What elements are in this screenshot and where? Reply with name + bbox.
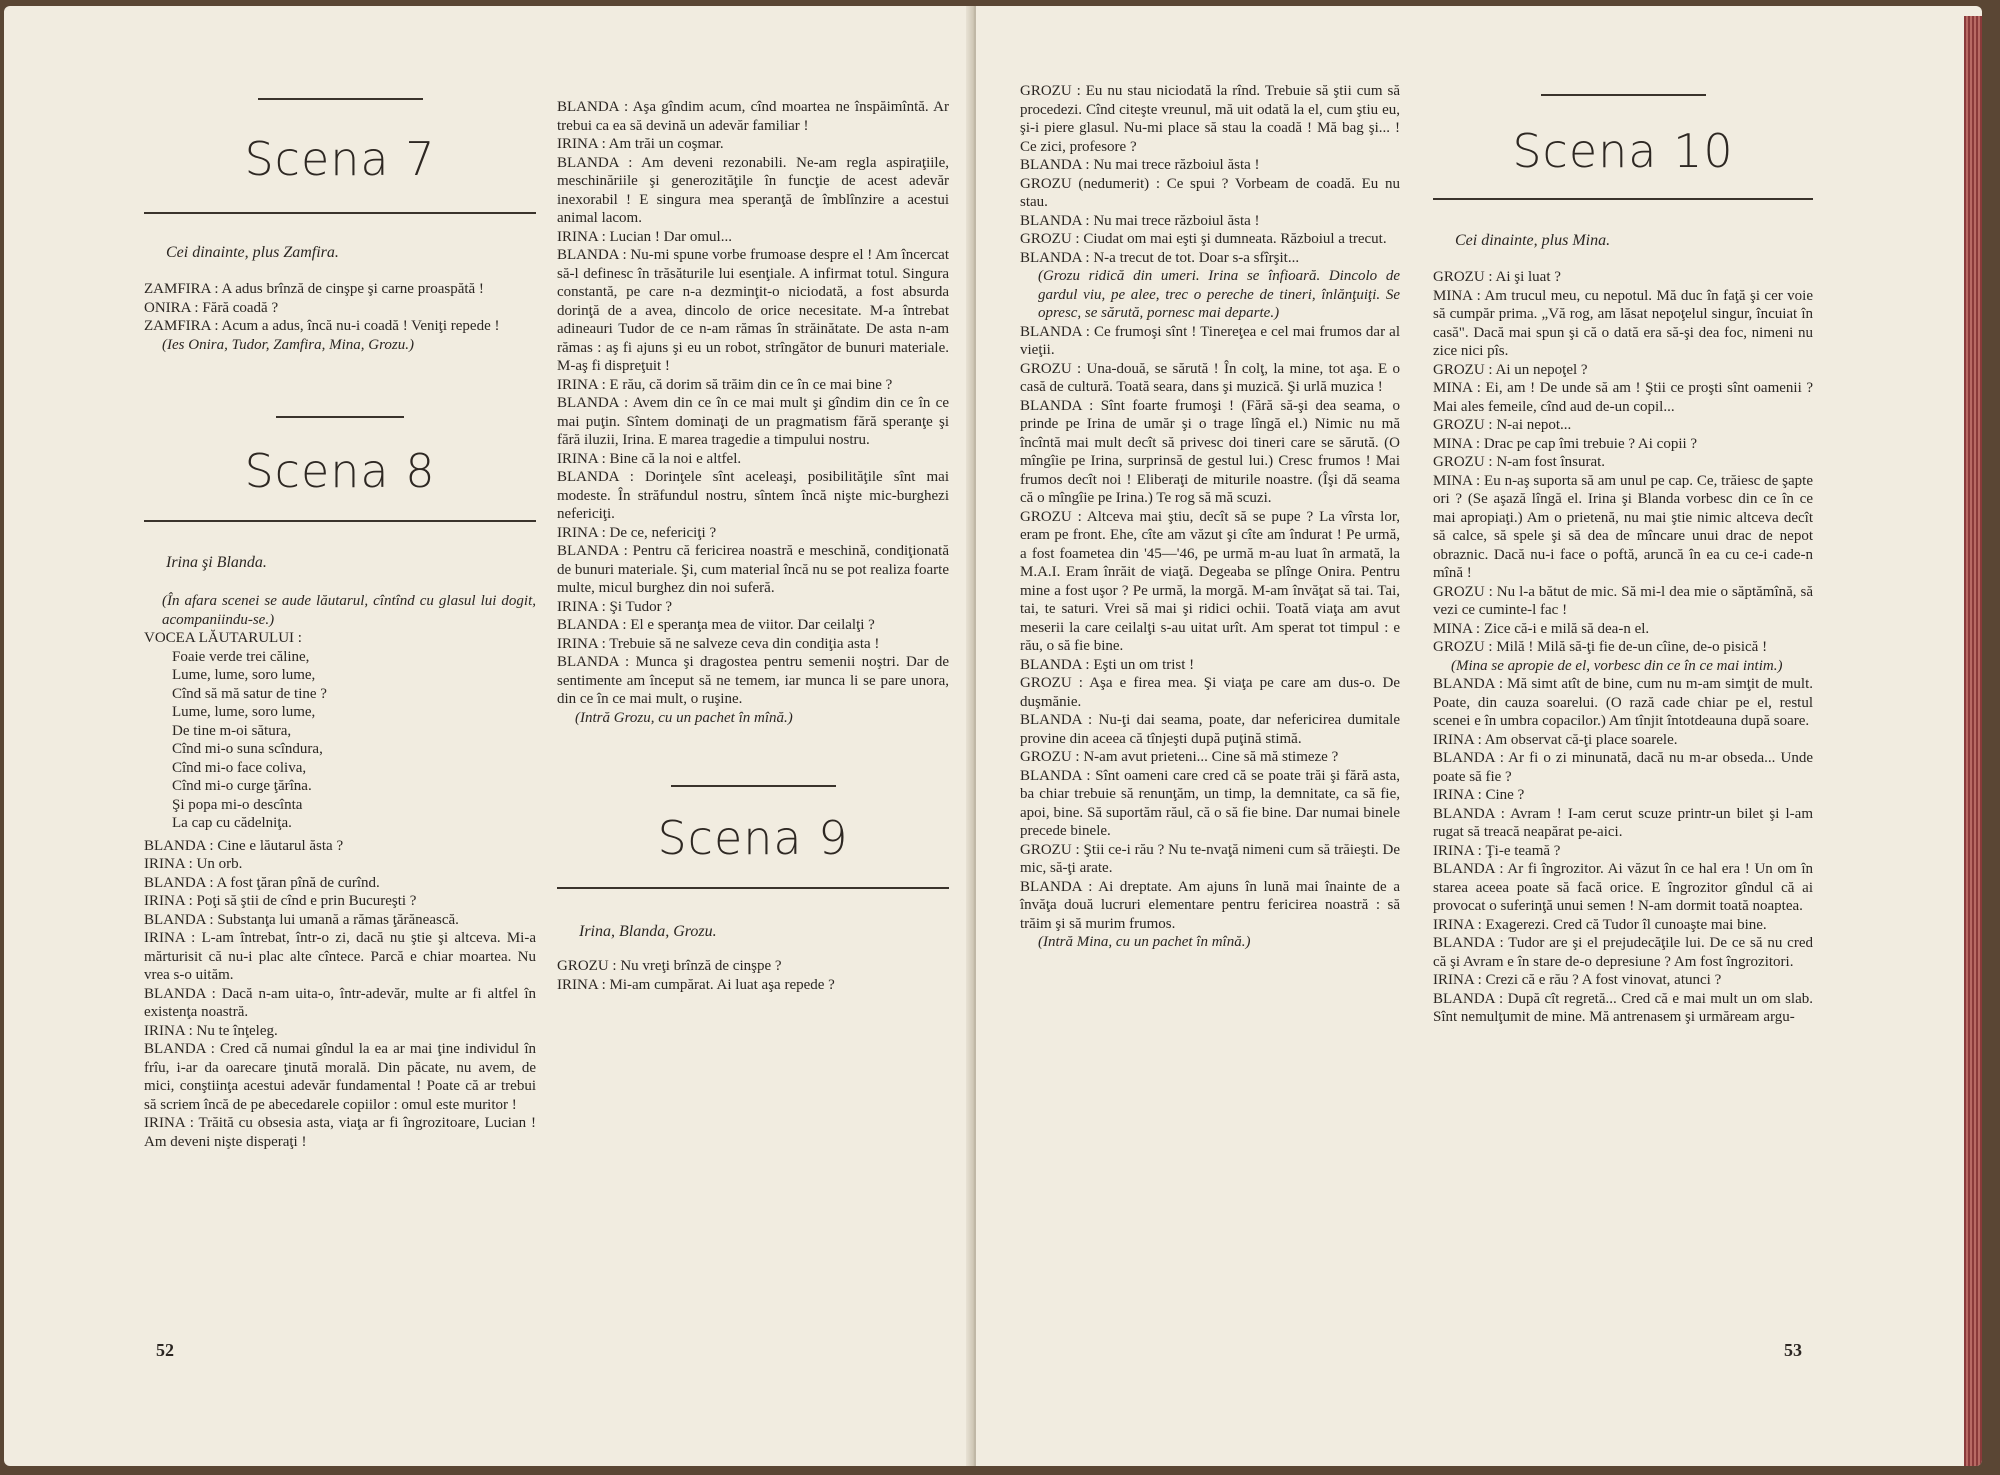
dialogue-line: IRINA : Trebuie să ne salveze ceva din condiţia asta !: [557, 635, 880, 652]
dialogue-line: ZAMFIRA : Acum a adus, încă nu-i coadă ! Veniţi repede !: [144, 318, 500, 334]
divider: [1433, 198, 1813, 200]
dialogue-line: BLANDA : Mă simt atît de bine, cum nu m-am simţit de mult. Poate, din cauza soarelui. (O rază cade chiar pe el, restul scenei e în umbra copacilor.) Am tînjit întotdeauna după soare.: [1433, 676, 1813, 729]
dialogue-line: IRINA : Şi Tudor ?: [557, 598, 673, 615]
scene-cast: Cei dinainte, plus Mina.: [1455, 232, 1611, 249]
dialogue-line: MINA : Drac pe cap îmi trebuie ? Ai copii ?: [1433, 435, 1698, 452]
dialogue-line: BLANDA : Nu-mi spune vorbe frumoase despre el ! Am încercat să-l definesc în trăsăturile lui esenţiale. A infirmat totul. Singura constantă, pe care n-a dezminţit-o niciodată, a fost absurda dorinţă de a avea, dincolo de orice necesitate. M-a întrebat adineauri Tudor de ce n-am rămas în străinătate. De asta n-am rămas : aş fi ajuns şi eu un robot, strîngător de bunuri materiale. M-aş fi dispreţuit !: [557, 247, 949, 374]
dialogue-line: BLANDA : Ar fi o zi minunată, dacă nu m-ar obseda... Unde poate să fie ?: [1433, 750, 1813, 785]
page-edges: [1964, 16, 1982, 1466]
stage-direction: (Grozu ridică din umeri. Irina se înfioară. Dincolo de gardul viu, pe alee, trec o pereche de tineri, înlănţuiţi. Se opresc, se sărută, pornesc mai departe.): [1038, 268, 1400, 321]
dialogue-line: IRINA : Exagerezi. Cred că Tudor îl cunoaşte mai bine.: [1433, 916, 1767, 933]
dialogue-line: BLANDA : Nu mai trece războiul ăsta !: [1020, 157, 1260, 173]
stage-direction: (În afara scenei se aude lăutarul, cîntînd cu glasul lui dogit, acompaniindu-se.): [162, 593, 536, 628]
dialogue-line: GROZU : Ai un nepoţel ?: [1433, 361, 1588, 378]
dialogue-line: BLANDA : Sînt foarte frumoşi ! (Fără să-şi dea seama, o prinde pe Irina de umăr şi o trage lîngă el.) Nimic nu mă încîntă mai mult decît să privesc doi tineri care se sărută. (O mîngîie pe Irina, surprinsă de gestul lui.) Cresc frumos ! Mai frumos decît noi ! Eliberaţi de miturile noastre. (Îşi dă seama că o mîngîie pe Irina.) Te rog să mă scuzi.: [1020, 397, 1400, 506]
page-number: 52: [156, 1340, 174, 1360]
stage-direction: (Ies Onira, Tudor, Zamfira, Mina, Grozu.): [162, 336, 414, 353]
divider: [671, 785, 836, 787]
dialogue-line: BLANDA : Ai dreptate. Am ajuns în lună mai înainte de a învăţa două lucruri elementare pentru fericirea noastră : să trăim şi să murim frumos.: [1020, 878, 1400, 932]
dialogue-line: MINA : Zice că-i e milă să dea-n el.: [1433, 620, 1650, 637]
dialogue-line: GROZU : Ciudat om mai eşti şi dumneata. Războiul a trecut.: [1020, 231, 1387, 247]
scene-title: Scena 10: [1512, 124, 1734, 178]
dialogue-line: BLANDA : Substanţa lui umană a rămas ţărănească.: [144, 911, 459, 928]
dialogue-line: IRINA : L-am întrebat, într-o zi, dacă nu ştie şi altceva. Mi-a mărturisit că nu-i plac alte cîntece. Parcă e chiar moartea. Nu vrea s-o uităm.: [144, 930, 536, 983]
dialogue-line: GROZU : N-ai nepot...: [1433, 417, 1572, 433]
verse-line: Foaie verde trei căline,: [172, 648, 310, 665]
dialogue-line: GROZU : Nu vreţi brînză de cinşpe ?: [557, 958, 782, 974]
dialogue-line: BLANDA : Pentru că fericirea noastră e meschină, condiţionată de bunuri materiale. Şi, cum material încă nu se pot realiza foarte multe, micul burghez din noi suferă.: [557, 543, 949, 596]
scene-title: Scena 9: [657, 811, 849, 865]
dialogue-line: IRINA : Crezi că e rău ? A fost vinovat, atunci ?: [1433, 972, 1722, 988]
stage-direction: (Mina se apropie de el, vorbesc din ce în ce mai intim.): [1451, 657, 1783, 674]
dialogue-line: IRINA : Mi-am cumpărat. Ai luat aşa repede ?: [557, 976, 835, 993]
dialogue-line: BLANDA : Am deveni rezonabili. Ne-am regla aspiraţiile, meschinăriile şi generozităţile în funcţie de acest adevăr inexorabil ! E singura mea speranţă de îmblînzire a acestui animal lacom.: [557, 154, 949, 226]
divider: [144, 520, 536, 522]
verse-line: La cap cu cădelniţa.: [172, 815, 292, 831]
dialogue-line: BLANDA : Nu mai trece războiul ăsta !: [1020, 212, 1260, 229]
divider: [1541, 94, 1706, 96]
dialogue-line: BLANDA : Avem din ce în ce mai mult şi gîndim din ce în ce mai puţin. Sîntem dominaţi de un pragmatism fără speranţe şi fără iluzii, Irina. E marea tragedie a timpului nostru.: [557, 395, 949, 448]
dialogue-line: GROZU : Altceva mai ştiu, decît să se pupe ? La vîrsta lor, eram pe front. Ehe, cîte am văzut şi cîte am îndurat ! Pe urmă, a fost foametea din '45—'46, pe urmă m-au luat în armată, la M.A.I. Eram înrăit de viaţă. Degeaba se plînge Onira. Pentru mine a fost uşor ? Pe urmă, la morgă. M-am învăţat să tai. Tai, tai, te saturi. Vrei să mai şi ridici ochii. Toată viaţa am avut meserii la care ceilalţi s-au uitat urît. Am sperat tot timpul : e rău, o să fie bine.: [1020, 508, 1400, 654]
dialogue-line: BLANDA : Tudor are şi el prejudecăţile lui. De ce să nu cred că şi Avram e în stare de-o depresiune ? Am fost îngrozitori.: [1433, 935, 1813, 970]
scene-9-dialogue: [557, 957, 949, 994]
page-number: 53: [1784, 1340, 1802, 1360]
dialogue-line: GROZU : N-am fost însurat.: [1433, 454, 1606, 470]
scene-cast: Irina, Blanda, Grozu.: [579, 923, 717, 940]
dialogue-line: GROZU : Una-două, se sărută ! În colţ, la mine, tot aşa. E o casă de cultură. Toată seara, dans şi muzică. Şi urlă muzica !: [1020, 360, 1400, 395]
dialogue-line: BLANDA : Sînt oameni care cred că se poate trăi şi fără asta, ba chiar trebuie să renunţăm, un timp, la demnitate, ca să fie, apoi, bine. Să suportăm răul, că o să fie bine. Dar numai binele precede binele.: [1020, 767, 1400, 839]
dialogue-line: MINA : Am trucul meu, cu nepotul. Mă duc în faţă şi cer voie să cumpăr prima. „Vă rog, am lăsat nepoţelul singur, încuiat în casă". Dacă mai spun şi că o dată era să-şi dea foc, nimeni nu zice nici pîs.: [1433, 287, 1813, 359]
left-column-2: [557, 98, 949, 1466]
divider: [144, 212, 536, 214]
dialogue-line: BLANDA : Cine e lăutarul ăsta ?: [144, 837, 344, 854]
dialogue-line: IRINA : Poţi să ştii de cînd e prin Bucureşti ?: [144, 893, 417, 909]
verse-line: Cînd să mă satur de tine ?: [172, 685, 327, 702]
dialogue-line: IRINA : Un orb.: [144, 856, 243, 872]
dialogue-line: IRINA : Am trăi un coşmar.: [557, 136, 724, 152]
dialogue-line: BLANDA : Munca şi dragostea pentru semenii noştri. Dar de sentimente am început să ne temem, iar munca li se pare unora, din ce în ce mai mult, o ruşine.: [557, 654, 949, 707]
right-column-2: [1433, 6, 1813, 1446]
dialogue-line: IRINA : Bine că la noi e altfel.: [557, 450, 742, 467]
divider: [258, 98, 423, 100]
dialogue-line: GROZU (nedumerit) : Ce spui ? Vorbeam de coadă. Eu nu stau.: [1020, 175, 1400, 210]
dialogue-line: IRINA : Nu te înţeleg.: [144, 1022, 278, 1039]
dialogue-line: IRINA : Cine ?: [1433, 787, 1525, 803]
dialogue-line: GROZU : Milă ! Milă să-ţi fie de-un cîine, de-o pisică !: [1433, 639, 1768, 655]
dialogue-line: BLANDA : El e speranţa mea de viitor. Dar ceilalţi ?: [557, 617, 875, 633]
scene-title: Scena 7: [244, 132, 436, 186]
dialogue-line: IRINA : Lucian ! Dar omul...: [557, 228, 732, 245]
dialogue-line: IRINA : Am observat că-ţi place soarele.: [1433, 731, 1678, 748]
dialogue-line: ZAMFIRA : A adus brînză de cinşpe şi carne proaspătă !: [144, 281, 484, 297]
voice-label: VOCEA LĂUTARULUI :: [144, 630, 302, 646]
dialogue-line: BLANDA : N-a trecut de tot. Doar s-a sfîrşit...: [1020, 249, 1300, 266]
verse-line: De tine m-oi sătura,: [172, 722, 292, 739]
left-column-1: [144, 6, 536, 1446]
scene-title: Scena 8: [244, 444, 436, 498]
dialogue-line: BLANDA : Dacă n-am uita-o, într-adevăr, multe ar fi altfel în existenţa noastră.: [144, 985, 536, 1020]
divider: [557, 887, 949, 889]
verse-line: Şi popa mi-o descînta: [172, 796, 303, 813]
scene-8-dialogue: [144, 837, 536, 1152]
dialogue-line: IRINA : Trăită cu obsesia asta, viaţa ar fi îngrozitoare, Lucian ! Am deveni nişte disperaţi !: [144, 1115, 536, 1150]
stage-direction: (Intră Mina, cu un pachet în mînă.): [1038, 934, 1251, 950]
dialogue-line: GROZU : Nu l-a bătut de mic. Să mi-l dea mie o săptămînă, să vezi ce cuminte-l fac !: [1433, 583, 1813, 618]
scene-7-dialogue: [144, 280, 536, 354]
dialogue-line: MINA : Ei, am ! De unde să am ! Ştii ce proşti sînt oamenii ? Mai ales femeile, cînd aud de-un copil...: [1433, 380, 1813, 415]
scene-10-dialogue: [1433, 268, 1813, 1027]
dialogue-line: BLANDA : Nu-ţi dai seama, poate, dar nefericirea dumitale provine din aceea că tînjeşti după puţină stimă.: [1020, 712, 1400, 747]
dialogue-line: BLANDA : Ce frumoşi sînt ! Tinereţea e cel mai frumos dar al vieţii.: [1020, 323, 1400, 358]
verse-line: Cînd mi-o face coliva,: [172, 759, 307, 776]
dialogue-line: MINA : Eu n-aş suporta să am unul pe cap. Ce, trăiesc de şapte ori ? (Se aşază lîngă el. Irina şi Blanda vorbesc din ce în ce mai apropiaţi.) Am o prietenă, nu mai ştie nimic altceva decît să calce, să spele şi să dea de mîncare unui drac de nepot obraznic. Dacă nu-i face o poftă, aruncă în ea cu ce-i cade-n mînă !: [1433, 472, 1813, 581]
verse-line: Lume, lume, soro lume,: [172, 704, 316, 720]
divider: [276, 416, 404, 418]
verse-line: Cînd mi-o curge ţărîna.: [172, 778, 312, 794]
dialogue-line: GROZU : Ştii ce-i rău ? Nu te-nvaţă nimeni cum să trăieşti. De mic, să-ţi arate.: [1020, 841, 1400, 876]
dialogue-line: BLANDA : Cred că numai gîndul la ea ar mai ţine individul în frîu, i-ar da oarecare ţinută morală. Din păcate, nu avem, de mici, conştiinţa acestui adevăr fundamental ! Poate că ar trebui să scriem încă de pe abecedarele copiilor : omul este muritor !: [144, 1041, 536, 1113]
dialogue-line: IRINA : De ce, nefericiţi ?: [557, 524, 717, 541]
dialogue-line: BLANDA : Avram ! I-am cerut scuze printr-un bilet şi l-am rugat să treacă neapărat pe-aici.: [1433, 805, 1813, 840]
verse-line: Cînd mi-o suna scîndura,: [172, 741, 323, 757]
dialogue-line: ONIRA : Fără coadă ?: [144, 299, 279, 316]
right-page: [976, 6, 1982, 1466]
dialogue-line: GROZU : Aşa e firea mea. Şi viaţa pe care am dus-o. De duşmănie.: [1020, 675, 1400, 710]
dialogue-line: IRINA : E rău, că dorim să trăim din ce în ce mai bine ?: [557, 376, 893, 393]
dialogue-line: IRINA : Ţi-e teamă ?: [1433, 842, 1561, 859]
verse-line: Lume, lume, soro lume,: [172, 667, 316, 683]
scene-cast: Cei dinainte, plus Zamfira.: [166, 244, 339, 261]
dialogue-line: GROZU : Eu nu stau niciodată la rînd. Trebuie să ştii cum să procedezi. Cînd citeşte vreunul, mă uit odată la el, cum ştiu eu, şi-i piere glasul. Nu-mi place să stau la coadă ! Mă bag şi... ! Ce zici, profesore ?: [1020, 83, 1400, 155]
dialogue-line: GROZU : Ai şi luat ?: [1433, 269, 1561, 285]
scene-8-dialogue-cont: [557, 98, 949, 727]
scene-cast: Irina şi Blanda.: [166, 554, 267, 571]
dialogue-line: BLANDA : Eşti un om trist !: [1020, 656, 1195, 673]
dialogue-line: BLANDA : A fost ţăran pînă de curînd.: [144, 874, 380, 891]
left-page: [4, 6, 973, 1466]
dialogue-line: BLANDA : Dorinţele sînt aceleaşi, posibilităţile sînt mai modeste. În străfundul nostru, sîntem încă nişte mic-burghezi nefericiţi.: [557, 469, 949, 522]
stage-direction: (Intră Grozu, cu un pachet în mînă.): [575, 709, 793, 726]
song-lyrics: [144, 648, 536, 833]
dialogue-line: BLANDA : După cît regretă... Cred că e mai mult un om slab. Sînt nemulţumit de mine. Mă antrenasem şi urmăream argu-: [1433, 990, 1813, 1025]
right-column-1: [1020, 82, 1400, 1466]
dialogue-line: BLANDA : Aşa gîndim acum, cînd moartea ne înspăimîntă. Ar trebui ca ea să devină un adevăr familiar !: [557, 99, 949, 134]
dialogue-line: GROZU : N-am avut prieteni... Cine să mă stimeze ?: [1020, 749, 1339, 765]
dialogue-line: BLANDA : Ar fi îngrozitor. Ai văzut în ce hal era ! Un om în starea aceea poate să facă orice. E îngrozitor gîndul că ai provocat o suferinţă unui semen ! N-am dormit toată noaptea.: [1433, 861, 1813, 914]
